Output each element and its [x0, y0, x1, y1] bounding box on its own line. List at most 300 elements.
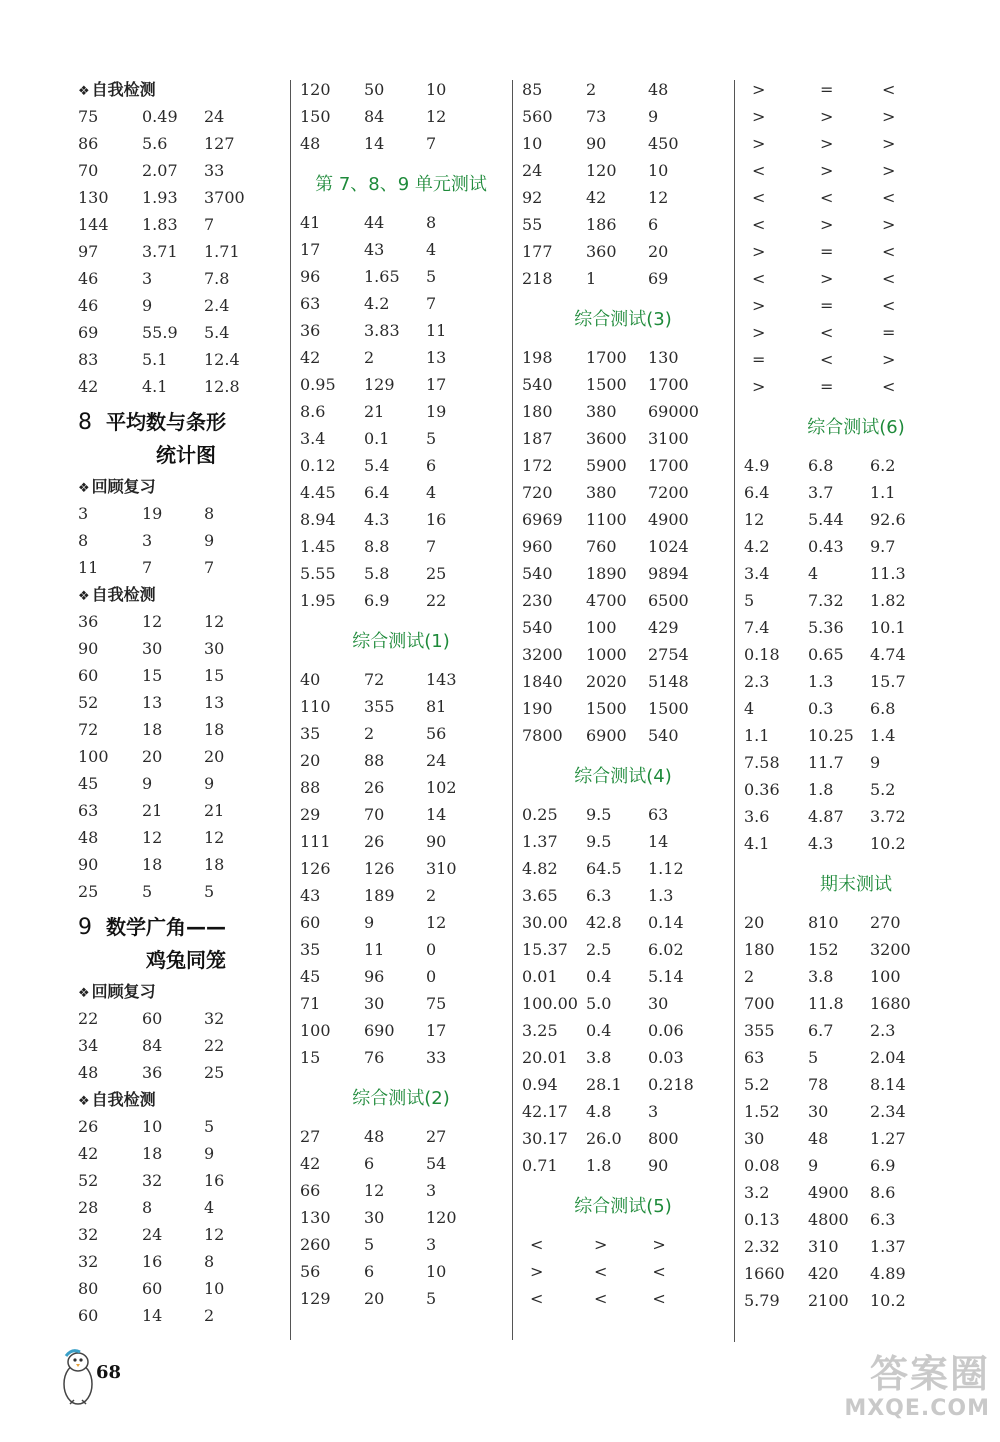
answer-cell: >: [820, 215, 834, 234]
answer-cell: 18: [204, 720, 225, 739]
answer-cell: 3: [78, 504, 89, 523]
answer-cell: 4.1: [744, 834, 770, 853]
answer-row: [744, 749, 968, 776]
answer-cell: 10: [648, 161, 669, 180]
section-title: 综合测试(1): [352, 631, 450, 652]
answer-cell: 1000: [586, 645, 627, 664]
penguin-mascot-icon: [58, 1348, 98, 1408]
answer-row: [744, 695, 968, 722]
answer-cell: >: [752, 242, 766, 261]
answer-row: [744, 1179, 968, 1206]
answer-cell: 42: [300, 1154, 321, 1173]
answer-cell: 63: [78, 801, 99, 820]
answer-row: [78, 1032, 280, 1059]
answer-row: [300, 936, 502, 963]
answer-row: [78, 1221, 280, 1248]
answer-cell: 26: [364, 832, 385, 851]
answer-cell: 1.3: [808, 672, 834, 691]
answer-row: [78, 824, 280, 851]
answer-row: [522, 506, 724, 533]
column-3: [522, 76, 724, 1312]
answer-cell: 3700: [204, 188, 245, 207]
answer-cell: 86: [78, 134, 99, 153]
answer-cell: 310: [808, 1237, 839, 1256]
answer-cell: 5.36: [808, 618, 844, 637]
answer-row: [744, 103, 968, 130]
answer-cell: 63: [300, 294, 321, 313]
answer-cell: 560: [522, 107, 553, 126]
answer-cell: <: [882, 296, 896, 315]
answer-cell: 5900: [586, 456, 627, 475]
answer-row: [78, 1059, 280, 1086]
answer-row: [744, 1044, 968, 1071]
diamond-bullet-icon: ❖: [78, 986, 90, 1001]
answer-cell: <: [652, 1289, 666, 1308]
answer-cell: >: [882, 107, 896, 126]
answer-row: [522, 828, 724, 855]
answer-cell: 4.3: [364, 510, 390, 529]
answer-cell: >: [752, 323, 766, 342]
answer-cell: 30: [364, 1208, 385, 1227]
answer-cell: 1.4: [870, 726, 896, 745]
answer-row: [300, 1177, 502, 1204]
answer-cell: 5: [426, 429, 437, 448]
answer-cell: 1660: [744, 1264, 785, 1283]
answer-cell: 0.13: [744, 1210, 780, 1229]
answer-cell: 720: [522, 483, 553, 502]
answer-cell: 48: [78, 828, 99, 847]
answer-cell: 540: [522, 375, 553, 394]
answer-cell: 21: [142, 801, 163, 820]
answer-row: [744, 292, 968, 319]
answer-cell: 35: [300, 940, 321, 959]
answer-row: [300, 290, 502, 317]
answer-cell: 21: [364, 402, 385, 421]
answer-cell: 2.4: [204, 296, 230, 315]
answer-row: [300, 317, 502, 344]
answer-row: [522, 1071, 724, 1098]
chapter-number: 9: [78, 915, 92, 940]
chapter-heading: [78, 911, 280, 976]
answer-cell: 30: [744, 1129, 765, 1148]
answer-cell: >: [652, 1235, 666, 1254]
answer-cell: 143: [426, 670, 457, 689]
answer-row: [744, 479, 968, 506]
answer-row: [300, 209, 502, 236]
chapter-title-line2: 鸡兔同笼: [146, 948, 226, 972]
answer-cell: 20: [300, 751, 321, 770]
answer-cell: 100: [586, 618, 617, 637]
answer-cell: 1840: [522, 672, 563, 691]
answer-row: [300, 425, 502, 452]
chapter-title-line2: 统计图: [156, 443, 216, 467]
answer-cell: 42: [586, 188, 607, 207]
diamond-bullet-icon: ❖: [78, 589, 90, 604]
answer-cell: 120: [426, 1208, 457, 1227]
answer-cell: 92: [522, 188, 543, 207]
answer-cell: 360: [586, 242, 617, 261]
answer-row: [78, 1167, 280, 1194]
answer-row: [744, 614, 968, 641]
answer-cell: 12: [744, 510, 765, 529]
answer-cell: 6: [364, 1154, 375, 1173]
answer-cell: 50: [364, 80, 385, 99]
answer-cell: 2: [586, 80, 597, 99]
answer-cell: 7.58: [744, 753, 780, 772]
answer-cell: 4.87: [808, 807, 844, 826]
answer-cell: 55: [522, 215, 543, 234]
answer-row: [300, 479, 502, 506]
answer-row: [522, 1285, 724, 1312]
answer-cell: 8: [426, 213, 437, 232]
answer-row: [744, 1152, 968, 1179]
answer-cell: 450: [648, 134, 679, 153]
answer-cell: 12: [426, 913, 447, 932]
answer-cell: 45: [78, 774, 99, 793]
answer-cell: >: [752, 107, 766, 126]
answer-cell: 4.9: [744, 456, 770, 475]
answer-cell: 9: [648, 107, 659, 126]
answer-cell: 3.83: [364, 321, 400, 340]
answer-row: [522, 587, 724, 614]
answer-cell: 26.0: [586, 1129, 622, 1148]
answer-cell: 380: [586, 483, 617, 502]
answer-row: [522, 560, 724, 587]
answer-row: [522, 479, 724, 506]
answer-cell: 4.3: [808, 834, 834, 853]
column-divider: [290, 80, 291, 1340]
answer-row: [78, 1248, 280, 1275]
answer-cell: 1890: [586, 564, 627, 583]
answer-cell: 97: [78, 242, 99, 261]
answer-cell: 15.7: [870, 672, 906, 691]
answer-cell: 30.00: [522, 913, 568, 932]
answer-row: [522, 344, 724, 371]
answer-row: [300, 1123, 502, 1150]
answer-cell: 16: [426, 510, 447, 529]
subsection-label: 自我检测: [91, 1090, 156, 1109]
answer-cell: 33: [426, 1048, 447, 1067]
answer-cell: 1.37: [522, 832, 558, 851]
answer-cell: 2.34: [870, 1102, 906, 1121]
answer-cell: 0.49: [142, 107, 178, 126]
answer-cell: 100: [300, 1021, 331, 1040]
answer-cell: 3.4: [300, 429, 326, 448]
answer-cell: 20: [744, 913, 765, 932]
answer-cell: 6.2: [870, 456, 896, 475]
answer-cell: 2: [426, 886, 437, 905]
answer-cell: 24: [142, 1225, 163, 1244]
answer-cell: 70: [78, 161, 99, 180]
answer-cell: 63: [648, 805, 669, 824]
answer-cell: 8.6: [870, 1183, 896, 1202]
section-title: 综合测试(4): [574, 766, 672, 787]
answer-cell: 2.07: [142, 161, 178, 180]
answer-cell: 0.18: [744, 645, 780, 664]
answer-cell: =: [820, 377, 834, 396]
answer-row: [744, 265, 968, 292]
answer-cell: 1.45: [300, 537, 336, 556]
answer-cell: <: [820, 350, 834, 369]
answer-cell: 760: [586, 537, 617, 556]
answer-cell: 60: [78, 1306, 99, 1325]
answer-cell: 6.3: [586, 886, 612, 905]
answer-cell: 6.8: [808, 456, 834, 475]
answer-cell: 2020: [586, 672, 627, 691]
answer-row: [522, 425, 724, 452]
answer-row: [78, 851, 280, 878]
answer-row: [522, 722, 724, 749]
answer-cell: 5.6: [142, 134, 168, 153]
answer-cell: 2: [364, 724, 375, 743]
answer-cell: 0.12: [300, 456, 336, 475]
answer-cell: 10: [204, 1279, 225, 1298]
answer-cell: 8: [78, 531, 89, 550]
answer-cell: 5.2: [744, 1075, 770, 1094]
answer-cell: 73: [586, 107, 607, 126]
answer-cell: =: [820, 242, 834, 261]
answer-cell: 1.52: [744, 1102, 780, 1121]
answer-cell: >: [882, 215, 896, 234]
answer-row: [522, 371, 724, 398]
answer-cell: 2.32: [744, 1237, 780, 1256]
answer-cell: 5.4: [364, 456, 390, 475]
answer-cell: 55.9: [142, 323, 178, 342]
answer-cell: 5.14: [648, 967, 684, 986]
diamond-bullet-icon: ❖: [78, 84, 90, 99]
section-title: 综合测试(3): [574, 309, 672, 330]
answer-cell: 71: [300, 994, 321, 1013]
answer-cell: 75: [426, 994, 447, 1013]
answer-cell: 6: [426, 456, 437, 475]
chapter-title-line1: 数学广角——: [106, 915, 226, 939]
answer-row: [300, 693, 502, 720]
answer-cell: 33: [204, 161, 225, 180]
answer-cell: 9.5: [586, 805, 612, 824]
answer-cell: 4900: [648, 510, 689, 529]
answer-cell: 0.36: [744, 780, 780, 799]
subsection-label: 回顾复习: [91, 477, 156, 496]
answer-cell: 120: [586, 161, 617, 180]
answer-cell: 90: [586, 134, 607, 153]
answer-row: [300, 1285, 502, 1312]
answer-row: [744, 936, 968, 963]
answer-cell: >: [752, 296, 766, 315]
answer-cell: 88: [300, 778, 321, 797]
answer-cell: 29: [300, 805, 321, 824]
answer-cell: 96: [364, 967, 385, 986]
answer-cell: 17: [426, 1021, 447, 1040]
answer-cell: 96: [300, 267, 321, 286]
answer-cell: 380: [586, 402, 617, 421]
answer-cell: 16: [204, 1171, 225, 1190]
answer-cell: 12: [204, 828, 225, 847]
answer-row: [744, 722, 968, 749]
answer-cell: <: [882, 377, 896, 396]
answer-cell: 0.25: [522, 805, 558, 824]
answer-cell: <: [820, 188, 834, 207]
answer-row: [300, 774, 502, 801]
answer-cell: 12: [204, 1225, 225, 1244]
answer-row: [300, 720, 502, 747]
answer-cell: 2.3: [744, 672, 770, 691]
answer-cell: 429: [648, 618, 679, 637]
answer-row: [300, 263, 502, 290]
answer-cell: 6: [364, 1262, 375, 1281]
answer-cell: 11: [364, 940, 385, 959]
answer-cell: 36: [78, 612, 99, 631]
column-divider: [734, 80, 735, 1342]
answer-cell: 9: [142, 296, 153, 315]
answer-cell: <: [652, 1262, 666, 1281]
answer-cell: 186: [586, 215, 617, 234]
answer-cell: 1.65: [364, 267, 400, 286]
subsection-heading: [78, 473, 280, 500]
answer-row: [744, 641, 968, 668]
answer-cell: 7.8: [204, 269, 230, 288]
answer-cell: 40: [300, 670, 321, 689]
answer-cell: 42: [300, 348, 321, 367]
answer-cell: 5: [808, 1048, 819, 1067]
answer-cell: 3.8: [808, 967, 834, 986]
answer-row: [78, 689, 280, 716]
answer-cell: 198: [522, 348, 553, 367]
answer-cell: 120: [300, 80, 331, 99]
answer-cell: 172: [522, 456, 553, 475]
answer-row: [744, 1125, 968, 1152]
answer-cell: 0.95: [300, 375, 336, 394]
answer-cell: 100: [78, 747, 109, 766]
answer-row: [78, 527, 280, 554]
answer-cell: 4.74: [870, 645, 906, 664]
answer-cell: <: [752, 215, 766, 234]
answer-cell: 9: [142, 774, 153, 793]
answer-row: [522, 103, 724, 130]
answer-cell: 26: [364, 778, 385, 797]
answer-cell: 69000: [648, 402, 699, 421]
answer-row: [522, 641, 724, 668]
answer-row: [522, 238, 724, 265]
answer-cell: >: [820, 269, 834, 288]
answer-row: [744, 1260, 968, 1287]
answer-cell: 60: [142, 1009, 163, 1028]
answer-cell: 111: [300, 832, 331, 851]
section-title: 综合测试(2): [352, 1088, 450, 1109]
answer-cell: 5.0: [586, 994, 612, 1013]
answer-cell: 12: [142, 612, 163, 631]
answer-cell: 12: [426, 107, 447, 126]
answer-cell: 3: [142, 531, 153, 550]
answer-cell: 12: [364, 1181, 385, 1200]
answer-cell: 10: [426, 1262, 447, 1281]
answer-cell: >: [882, 350, 896, 369]
answer-row: [522, 1017, 724, 1044]
answer-cell: <: [530, 1235, 544, 1254]
answer-row: [78, 292, 280, 319]
answer-cell: 960: [522, 537, 553, 556]
answer-cell: 187: [522, 429, 553, 448]
answer-cell: 7: [426, 134, 437, 153]
answer-cell: 0.3: [808, 699, 834, 718]
answer-row: [78, 1302, 280, 1329]
answer-cell: 78: [808, 1075, 829, 1094]
answer-row: [522, 1152, 724, 1179]
answer-row: [78, 157, 280, 184]
answer-cell: 6969: [522, 510, 563, 529]
answer-cell: =: [820, 80, 834, 99]
answer-cell: 2: [364, 348, 375, 367]
answer-row: [522, 157, 724, 184]
answer-cell: 48: [78, 1063, 99, 1082]
answer-cell: 0.4: [586, 1021, 612, 1040]
answer-cell: 60: [78, 666, 99, 685]
answer-cell: 810: [808, 913, 839, 932]
column-divider: [512, 80, 513, 1340]
answer-cell: 8.6: [300, 402, 326, 421]
answer-row: [78, 346, 280, 373]
answer-cell: 3.8: [586, 1048, 612, 1067]
answer-cell: 0.71: [522, 1156, 558, 1175]
answer-cell: 3.2: [744, 1183, 770, 1202]
answer-cell: 4.1: [142, 377, 168, 396]
answer-row: [522, 76, 724, 103]
subsection-heading: [78, 76, 280, 103]
answer-cell: 3.71: [142, 242, 178, 261]
answer-row: [522, 1231, 724, 1258]
watermark-url: MXQE.COM: [844, 1396, 990, 1421]
answer-row: [522, 1098, 724, 1125]
answer-cell: 0.14: [648, 913, 684, 932]
answer-cell: 22: [78, 1009, 99, 1028]
answer-cell: 30: [364, 994, 385, 1013]
answer-cell: 84: [364, 107, 385, 126]
answer-cell: 15: [142, 666, 163, 685]
answer-cell: 27: [300, 1127, 321, 1146]
answer-cell: 69: [648, 269, 669, 288]
answer-row: [744, 1233, 968, 1260]
answer-cell: 10.25: [808, 726, 854, 745]
answer-cell: <: [594, 1262, 608, 1281]
answer-cell: <: [752, 161, 766, 180]
answer-cell: 1500: [586, 375, 627, 394]
answer-cell: 12: [204, 612, 225, 631]
answer-row: [744, 909, 968, 936]
answer-cell: 4.2: [364, 294, 390, 313]
answer-row: [522, 211, 724, 238]
answer-cell: 6900: [586, 726, 627, 745]
answer-cell: 81: [426, 697, 447, 716]
answer-row: [78, 319, 280, 346]
answer-cell: 5.79: [744, 1291, 780, 1310]
answer-cell: 25: [78, 882, 99, 901]
answer-row: [78, 184, 280, 211]
answer-cell: 4: [204, 1198, 215, 1217]
answer-cell: 1.82: [870, 591, 906, 610]
answer-cell: 30.17: [522, 1129, 568, 1148]
answer-row: [300, 909, 502, 936]
answer-cell: 700: [744, 994, 775, 1013]
answer-cell: 56: [426, 724, 447, 743]
answer-cell: 5: [426, 267, 437, 286]
answer-cell: 152: [808, 940, 839, 959]
answer-cell: 126: [364, 859, 395, 878]
answer-cell: 4800: [808, 1210, 849, 1229]
answer-cell: 9: [364, 913, 375, 932]
answer-cell: <: [594, 1289, 608, 1308]
answer-row: [300, 828, 502, 855]
page-number: 68: [96, 1362, 122, 1383]
answer-cell: 127: [204, 134, 235, 153]
